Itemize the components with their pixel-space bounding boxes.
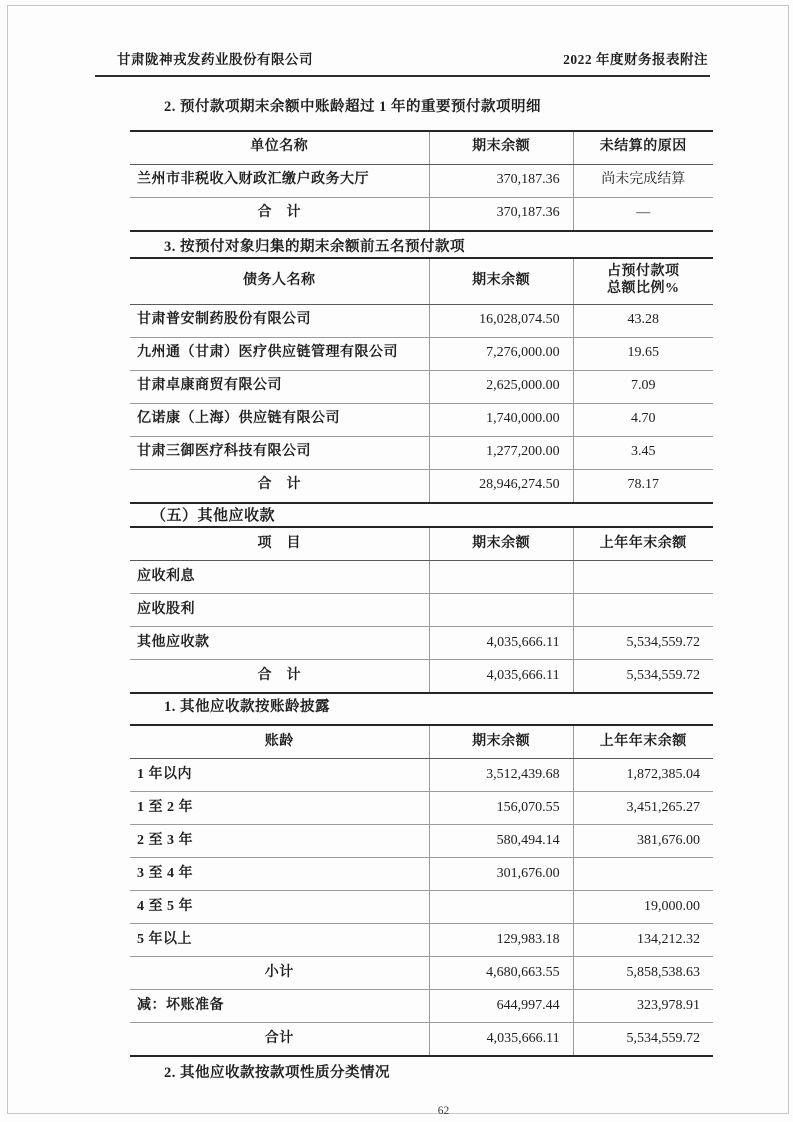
table-row bbox=[130, 990, 713, 1023]
table-row bbox=[130, 370, 713, 403]
header-rule bbox=[95, 75, 710, 77]
cell-value: 19.65 bbox=[573, 337, 713, 370]
column-header: 项 目 bbox=[130, 527, 429, 561]
top-five-prepayments-table bbox=[130, 257, 713, 504]
page-header bbox=[95, 48, 708, 68]
cell-value bbox=[429, 561, 573, 594]
cell-value: 4,680,663.55 bbox=[429, 957, 573, 990]
row-label: 兰州市非税收入财政汇缴户政务大厅 bbox=[130, 164, 429, 197]
page-number: 62 bbox=[437, 1104, 450, 1117]
table-row bbox=[130, 1023, 713, 1057]
table-row bbox=[130, 924, 713, 957]
header-row bbox=[130, 131, 713, 165]
table-row bbox=[130, 469, 713, 503]
header-row bbox=[130, 527, 713, 561]
cell-value: 7.09 bbox=[573, 370, 713, 403]
cell-value: 19,000.00 bbox=[573, 891, 713, 924]
cell-value: 1,872,385.04 bbox=[573, 759, 713, 792]
row-label: 九州通（甘肃）医疗供应链管理有限公司 bbox=[130, 337, 429, 370]
row-label: 应收利息 bbox=[130, 561, 429, 594]
section-heading-other-receivables: （五）其他应收款 bbox=[151, 507, 276, 524]
cell-value: 5,858,538.63 bbox=[573, 957, 713, 990]
header-row bbox=[130, 258, 713, 305]
cell-value bbox=[573, 858, 713, 891]
cell-value: 370,187.36 bbox=[429, 197, 573, 231]
cell-value: 644,997.44 bbox=[429, 990, 573, 1023]
cell-value: 16,028,074.50 bbox=[429, 304, 573, 337]
column-header: 期末余额 bbox=[429, 527, 573, 561]
cell-value: 5,534,559.72 bbox=[573, 627, 713, 660]
row-label: 合 计 bbox=[257, 667, 302, 683]
section-heading-prepay-top5: 3. 按预付对象归集的期末余额前五名预付款项 bbox=[164, 238, 465, 255]
cell-value: 4,035,666.11 bbox=[429, 627, 573, 660]
cell-value: 370,187.36 bbox=[429, 164, 573, 197]
cell-value: 2,625,000.00 bbox=[429, 370, 573, 403]
cell-value: 3,512,439.68 bbox=[429, 759, 573, 792]
cell-value: 580,494.14 bbox=[429, 825, 573, 858]
section-heading-other-recv-aging: 1. 其他应收款按账龄披露 bbox=[164, 699, 330, 716]
column-header: 期末余额 bbox=[429, 258, 573, 305]
row-label: 1 年以内 bbox=[130, 759, 429, 792]
column-header: 未结算的原因 bbox=[573, 131, 713, 165]
cell-value: 129,983.18 bbox=[429, 924, 573, 957]
cell-value: 7,276,000.00 bbox=[429, 337, 573, 370]
cell-value: 4,035,666.11 bbox=[429, 660, 573, 694]
row-label: 5 年以上 bbox=[130, 924, 429, 957]
table-row bbox=[130, 197, 713, 231]
table-row bbox=[130, 957, 713, 990]
cell-value bbox=[429, 891, 573, 924]
table-row bbox=[130, 825, 713, 858]
table-row bbox=[130, 436, 713, 469]
cell-value: 3.45 bbox=[573, 436, 713, 469]
row-label: 合计 bbox=[264, 1030, 294, 1046]
column-header: 占预付款项 总额比例% bbox=[573, 258, 713, 305]
doc-title: 2022 年度财务报表附注 bbox=[563, 52, 708, 67]
cell-value: 4,035,666.11 bbox=[429, 1023, 573, 1057]
row-label: 其他应收款 bbox=[130, 627, 429, 660]
table-row bbox=[130, 403, 713, 436]
cell-value bbox=[429, 594, 573, 627]
column-header: 上年年末余额 bbox=[573, 725, 713, 759]
table-row bbox=[130, 660, 713, 694]
row-label: 亿诺康（上海）供应链有限公司 bbox=[130, 403, 429, 436]
column-header: 期末余额 bbox=[429, 725, 573, 759]
section-heading-prepay-aging: 2. 预付款项期末余额中账龄超过 1 年的重要预付款项明细 bbox=[164, 99, 541, 115]
table-row bbox=[130, 337, 713, 370]
section-heading-other-recv-nature: 2. 其他应收款按款项性质分类情况 bbox=[164, 1065, 390, 1082]
table-row bbox=[130, 164, 713, 197]
cell-value: 156,070.55 bbox=[429, 792, 573, 825]
other-receivables-aging-table bbox=[130, 724, 713, 1057]
column-header: 期末余额 bbox=[429, 131, 573, 165]
row-label: 甘肃卓康商贸有限公司 bbox=[130, 370, 429, 403]
cell-value: 3,451,265.27 bbox=[573, 792, 713, 825]
cell-value: 28,946,274.50 bbox=[429, 469, 573, 503]
cell-value: 323,978.91 bbox=[573, 990, 713, 1023]
row-label: 合 计 bbox=[257, 477, 302, 493]
row-label: 3 至 4 年 bbox=[130, 858, 429, 891]
header-row bbox=[130, 725, 713, 759]
table-row bbox=[130, 792, 713, 825]
row-label: 合 计 bbox=[257, 205, 302, 221]
cell-value: 4.70 bbox=[573, 403, 713, 436]
cell-value: 134,212.32 bbox=[573, 924, 713, 957]
table-row bbox=[130, 561, 713, 594]
cell-value: 尚未完成结算 bbox=[573, 164, 713, 197]
table-row bbox=[130, 304, 713, 337]
row-label: 甘肃普安制药股份有限公司 bbox=[130, 304, 429, 337]
cell-value: 1,740,000.00 bbox=[429, 403, 573, 436]
row-label: 甘肃三御医疗科技有限公司 bbox=[130, 436, 429, 469]
cell-value: 381,676.00 bbox=[573, 825, 713, 858]
column-header: 上年年末余额 bbox=[573, 527, 713, 561]
column-header: 债务人名称 bbox=[130, 258, 429, 305]
cell-value: 301,676.00 bbox=[429, 858, 573, 891]
row-label: 2 至 3 年 bbox=[130, 825, 429, 858]
row-label: 减：坏账准备 bbox=[130, 990, 429, 1023]
cell-value: 5,534,559.72 bbox=[573, 660, 713, 694]
column-header: 单位名称 bbox=[130, 131, 429, 165]
company-name: 甘肃陇神戎发药业股份有限公司 bbox=[117, 52, 313, 67]
table-row bbox=[130, 858, 713, 891]
row-label: 4 至 5 年 bbox=[130, 891, 429, 924]
other-receivables-summary-table bbox=[130, 526, 713, 694]
table-row bbox=[130, 627, 713, 660]
row-label: 应收股利 bbox=[130, 594, 429, 627]
column-header: 账龄 bbox=[130, 725, 429, 759]
prepayments-over-one-year-table bbox=[130, 130, 713, 232]
cell-value: — bbox=[573, 197, 713, 231]
table-row bbox=[130, 594, 713, 627]
cell-value bbox=[573, 594, 713, 627]
table-row bbox=[130, 891, 713, 924]
cell-value: 5,534,559.72 bbox=[573, 1023, 713, 1057]
cell-value: 1,277,200.00 bbox=[429, 436, 573, 469]
cell-value bbox=[573, 561, 713, 594]
table-row bbox=[130, 759, 713, 792]
row-label: 小计 bbox=[130, 957, 429, 990]
row-label: 1 至 2 年 bbox=[130, 792, 429, 825]
cell-value: 43.28 bbox=[573, 304, 713, 337]
cell-value: 78.17 bbox=[573, 469, 713, 503]
